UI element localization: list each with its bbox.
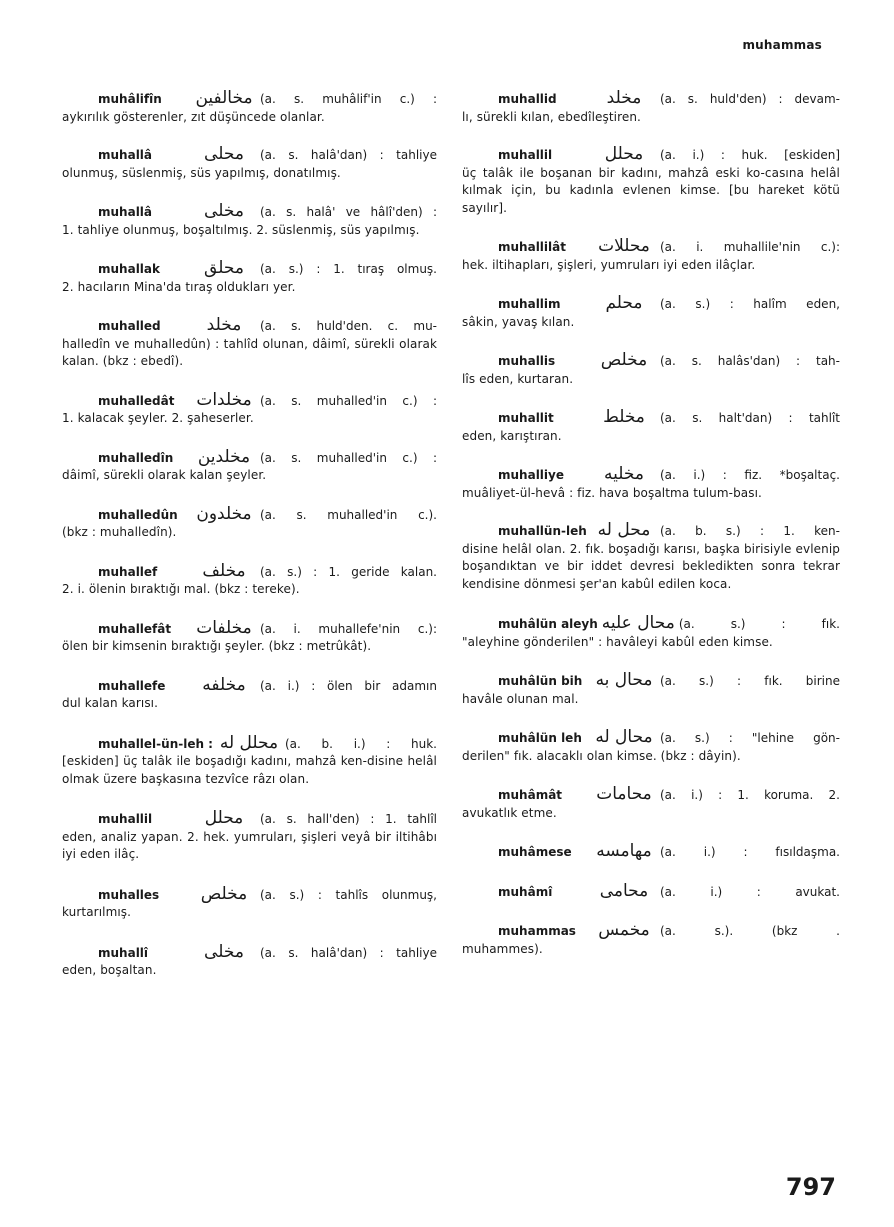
entry-head-line xyxy=(62,732,437,754)
arabic-spelling: مخلط xyxy=(603,407,645,427)
definition-start: (a. i.) : avukat. xyxy=(660,884,840,899)
definition-start: (a. s.) : "lehine gön- xyxy=(660,731,840,745)
entry-head-line xyxy=(62,883,437,905)
definition-start: (a. s.) : fık. xyxy=(678,617,840,631)
headword: muhalliye xyxy=(498,468,564,482)
headword: muhalledûn xyxy=(98,507,178,522)
definition-continued: 1. tahliye olunmuş, boşaltılmış. 2. süslenmiş, süs yapılmış. xyxy=(62,222,420,237)
arabic-spelling: محلل له xyxy=(219,732,279,753)
entry-head-line xyxy=(462,843,840,862)
definition-start: (a. s. halt'dan) : tahlît xyxy=(660,411,840,425)
arabic-spelling: مخلدين xyxy=(197,446,251,467)
dictionary-entry xyxy=(462,729,840,765)
headword: muhallî xyxy=(98,945,149,960)
headword: muhâlün leh xyxy=(498,731,582,745)
entry-head-line xyxy=(462,409,840,428)
arabic-spelling: مخلد xyxy=(606,88,642,108)
dictionary-entry xyxy=(462,352,840,388)
dictionary-entry xyxy=(462,843,840,862)
entry-head-line xyxy=(462,922,840,941)
arabic-spelling: مهامسه xyxy=(596,841,652,861)
definition-continued: 2. hacıların Mina'da tıraş oldukları yer. xyxy=(62,279,296,294)
arabic-spelling: محللات xyxy=(598,236,650,256)
arabic-spelling: محل له xyxy=(597,520,651,540)
entry-head-line xyxy=(462,352,840,371)
arabic-spelling: مخليه xyxy=(604,464,644,484)
definition-continued: eden, boşaltan. xyxy=(62,963,157,977)
dictionary-entry xyxy=(462,672,840,708)
dictionary-entry xyxy=(462,295,840,331)
dictionary-entry xyxy=(62,389,437,428)
headword: muhalledât xyxy=(98,393,175,408)
headword: muhallil xyxy=(98,812,153,826)
definition-start: (a. s. muhâlif'in c.) : xyxy=(260,92,437,106)
dictionary-entry xyxy=(62,674,437,713)
definition-continued: 1. kalacak şeyler. 2. şaheserler. xyxy=(62,411,254,425)
entry-head-line xyxy=(62,617,437,639)
definition-start: (a. s.) : 1. geride kalan. xyxy=(260,564,437,579)
definition-start: (a. s. huld'den) : devam- xyxy=(660,92,840,106)
entry-head-line xyxy=(62,503,437,525)
definition-start: (a. s. huld'den. c. mu- xyxy=(260,319,437,333)
headword: muhallil xyxy=(498,148,553,162)
definition-start: (a. b. i.) : huk. xyxy=(284,736,437,751)
arabic-spelling: مخلدات xyxy=(196,389,252,410)
headword: muhallef xyxy=(98,564,158,579)
headword: muhallilât xyxy=(498,240,566,254)
entry-head-line xyxy=(62,260,437,279)
arabic-spelling: محلى xyxy=(204,144,244,164)
definition-start: (a. s. halâ'dan) : tahliye xyxy=(260,148,437,162)
definition-start: (a. i.) : huk. [eskiden] xyxy=(660,148,840,162)
arabic-spelling: مخمس xyxy=(598,920,650,940)
definition-start: (a. s. muhalled'in c.) : xyxy=(260,450,437,465)
dictionary-entry xyxy=(62,90,437,126)
dictionary-entry xyxy=(62,203,437,239)
headword: muhallefât xyxy=(98,621,172,636)
arabic-spelling: مخلف xyxy=(202,560,246,581)
headword: muhalledîn xyxy=(98,450,174,465)
dictionary-entry xyxy=(62,260,437,296)
arabic-spelling: مخلص xyxy=(200,883,248,904)
arabic-spelling: محلق xyxy=(204,258,244,278)
definition-start: (a. s. halâ'dan) : tahliye xyxy=(260,945,437,960)
entry-head-line xyxy=(62,674,437,696)
definition-continued: ölen bir kimsenin bıraktığı şeyler. (bkz : metrûkât). xyxy=(62,639,372,653)
dictionary-entry xyxy=(462,238,840,274)
arabic-spelling: مخلص xyxy=(600,350,648,370)
dictionary-entry xyxy=(62,883,437,922)
definition-continued: muhammes). xyxy=(462,941,543,956)
entry-head-line xyxy=(462,90,840,109)
dictionary-entry xyxy=(62,732,437,789)
dictionary-entry xyxy=(462,786,840,822)
definition-continued: üç talâk ile boşanan bir kadını, mahzâ eski ko-casına helâl kılmak için, bu kadınla evlenen kimse. [bu hareket kötü sayılır]. xyxy=(462,165,840,215)
arabic-spelling: مخلد xyxy=(206,315,242,335)
headword: muhallefe xyxy=(98,678,166,693)
definition-start: (a. s. halâs'dan) : tah- xyxy=(660,354,840,368)
entry-head-line xyxy=(62,560,437,582)
arabic-spelling: مخلفه xyxy=(202,674,246,695)
dictionary-entry xyxy=(462,880,840,902)
headword: muhammas xyxy=(498,924,576,938)
dictionary-entry xyxy=(62,941,437,980)
definition-start: (a. s.) : 1. tıraş olmuş. xyxy=(260,262,437,276)
definition-continued: halledîn ve muhalledûn) : tahlîd olunan, dâimî, sürekli olarak kalan. (bkz : ebedî). xyxy=(62,336,437,368)
definition-start: (a. i.) : ölen bir adamın xyxy=(260,678,437,693)
entry-head-line xyxy=(462,615,840,634)
arabic-spelling: محال عليه xyxy=(601,613,675,633)
entry-head-line xyxy=(462,672,840,691)
dictionary-entry xyxy=(62,446,437,485)
headword: muhallit xyxy=(498,411,554,425)
dictionary-entry xyxy=(462,90,840,126)
headword: muhalles xyxy=(98,887,160,902)
definition-start: (a. s.). (bkz . xyxy=(660,924,840,938)
headword: muhallis xyxy=(498,354,556,368)
definition-start: (a. i.) : fiz. *boşaltaç. xyxy=(660,468,840,482)
definition-start: (a. s. hall'den) : 1. tahlîl xyxy=(260,812,437,826)
dictionary-entry xyxy=(462,922,840,958)
entry-head-line xyxy=(62,446,437,468)
definition-start: (a. s. halâ' ve hâlî'den) : xyxy=(260,205,437,219)
definition-start: (a. i.) : 1. koruma. 2. xyxy=(660,788,840,802)
definition-continued: dâimî, sürekli olarak kalan şeyler. xyxy=(62,468,267,482)
definition-continued: olunmuş, süslenmiş, süs yapılmış, donatılmış. xyxy=(62,165,341,180)
running-header: muhammas xyxy=(742,38,822,52)
headword: muhâmese xyxy=(498,845,572,859)
arabic-spelling: محال له xyxy=(595,727,653,747)
headword: muhâlifîn xyxy=(98,92,162,106)
arabic-spelling: محلل xyxy=(204,808,244,828)
headword: muhâlün aleyh xyxy=(498,617,598,631)
dictionary-entry xyxy=(62,810,437,864)
headword: muhâmât xyxy=(498,788,563,802)
definition-continued: "aleyhine gönderilen" : havâleyi kabûl eden kimse. xyxy=(462,634,773,649)
arabic-spelling: محامات xyxy=(596,784,652,804)
entry-head-line xyxy=(462,729,840,748)
headword: muhâmî xyxy=(498,884,553,899)
headword: muhâlün bih xyxy=(498,674,583,688)
entry-head-line xyxy=(62,317,437,336)
definition-start: (a. i.) : fısıldaşma. xyxy=(660,845,840,859)
headword: muhallâ xyxy=(98,148,153,162)
headword: muhallün-leh xyxy=(498,524,587,538)
entry-head-line xyxy=(462,238,840,257)
entry-head-line xyxy=(462,295,840,314)
definition-start: (a. s. muhalled'in c.). xyxy=(260,507,437,522)
definition-continued: (bkz : muhalledîn). xyxy=(62,525,177,539)
definition-continued: lı, sürekli kılan, ebedîleştiren. xyxy=(462,109,641,124)
definition-continued: derilen" fık. alacaklı olan kimse. (bkz : dâyin). xyxy=(462,748,741,763)
definition-continued: avukatlık etme. xyxy=(462,805,557,820)
arabic-spelling: محلل xyxy=(604,144,644,164)
arabic-spelling: محال به xyxy=(595,670,653,690)
arabic-spelling: مخلى xyxy=(204,201,244,221)
entry-head-line xyxy=(62,90,437,109)
entry-head-line xyxy=(62,810,437,829)
definition-continued: kurtarılmış. xyxy=(62,905,132,919)
headword: muhallim xyxy=(498,297,561,311)
dictionary-entry xyxy=(462,146,840,217)
definition-start: (a. s.) : tahlîs olunmuş, xyxy=(260,887,437,902)
headword: muhallel-ün-leh : xyxy=(98,736,213,751)
left-column xyxy=(62,90,437,980)
headword: muhallid xyxy=(498,92,557,106)
entry-head-line xyxy=(462,880,840,902)
definition-continued: havâle olunan mal. xyxy=(462,691,579,706)
definition-start: (a. s.) : fık. birine xyxy=(660,674,840,688)
arabic-spelling: محلم xyxy=(605,293,643,313)
headword: muhalled xyxy=(98,319,161,333)
definition-continued: eden, karıştıran. xyxy=(462,428,562,443)
entry-head-line xyxy=(62,146,437,165)
definition-continued: sâkin, yavaş kılan. xyxy=(462,314,575,329)
arabic-spelling: مخالفين xyxy=(195,88,253,108)
right-column xyxy=(462,90,840,958)
dictionary-entry xyxy=(62,560,437,599)
definition-continued: aykırılık gösterenler, zıt düşüncede olanlar. xyxy=(62,109,325,124)
entry-head-line xyxy=(62,941,437,963)
definition-continued: disine helâl olan. 2. fık. boşadığı karısı, başka birisiyle evlenip boşandıktan ve bir iddet devresi bekledikten sonra tekrar kendisine dönmesi şer'an kabûl edilen koca. xyxy=(462,541,840,591)
dictionary-entry xyxy=(462,615,840,651)
entry-head-line xyxy=(462,466,840,485)
definition-start: (a. s.) : halîm eden, xyxy=(660,297,840,311)
definition-continued: hek. iltihapları, şişleri, yumruları iyi eden ilâçlar. xyxy=(462,257,756,272)
page-number: 797 xyxy=(785,1173,836,1201)
definition-continued: muâliyet-ül-hevâ : fiz. hava boşaltma tulum-bası. xyxy=(462,485,762,500)
definition-continued: eden, analiz yapan. 2. hek. yumruları, şişleri veyâ bir iltihâbı iyi eden ilâç. xyxy=(62,829,437,861)
dictionary-entry xyxy=(62,617,437,656)
definition-continued: [eskiden] üç talâk ile boşadığı kadını, mahzâ ken-disine helâl olmak üzere başkasına tezvîce râzı olan. xyxy=(62,754,437,786)
entry-head-line xyxy=(462,522,840,541)
dictionary-entry xyxy=(462,466,840,502)
definition-continued: 2. i. ölenin bıraktığı mal. (bkz : tereke). xyxy=(62,582,300,596)
arabic-spelling: مخلفات xyxy=(196,617,252,638)
definition-start: (a. b. s.) : 1. ken- xyxy=(660,524,840,538)
entry-head-line xyxy=(62,203,437,222)
entry-head-line xyxy=(462,786,840,805)
headword: muhallak xyxy=(98,262,160,276)
arabic-spelling: محامى xyxy=(599,880,649,901)
dictionary-entry xyxy=(62,317,437,371)
arabic-spelling: مخلى xyxy=(204,941,244,962)
dictionary-entry xyxy=(62,503,437,542)
entry-head-line xyxy=(462,146,840,165)
definition-continued: lîs eden, kurtaran. xyxy=(462,371,574,386)
entry-head-line xyxy=(62,389,437,411)
headword: muhallâ xyxy=(98,205,153,219)
definition-start: (a. s. muhalled'in c.) : xyxy=(260,393,437,408)
dictionary-entry xyxy=(62,146,437,182)
dictionary-entry xyxy=(462,409,840,445)
definition-start: (a. i. muhallefe'nin c.): xyxy=(260,621,437,636)
definition-continued: dul kalan karısı. xyxy=(62,696,159,710)
dictionary-entry xyxy=(462,522,840,593)
definition-start: (a. i. muhallile'nin c.): xyxy=(660,240,840,254)
arabic-spelling: مخلدون xyxy=(196,503,252,524)
